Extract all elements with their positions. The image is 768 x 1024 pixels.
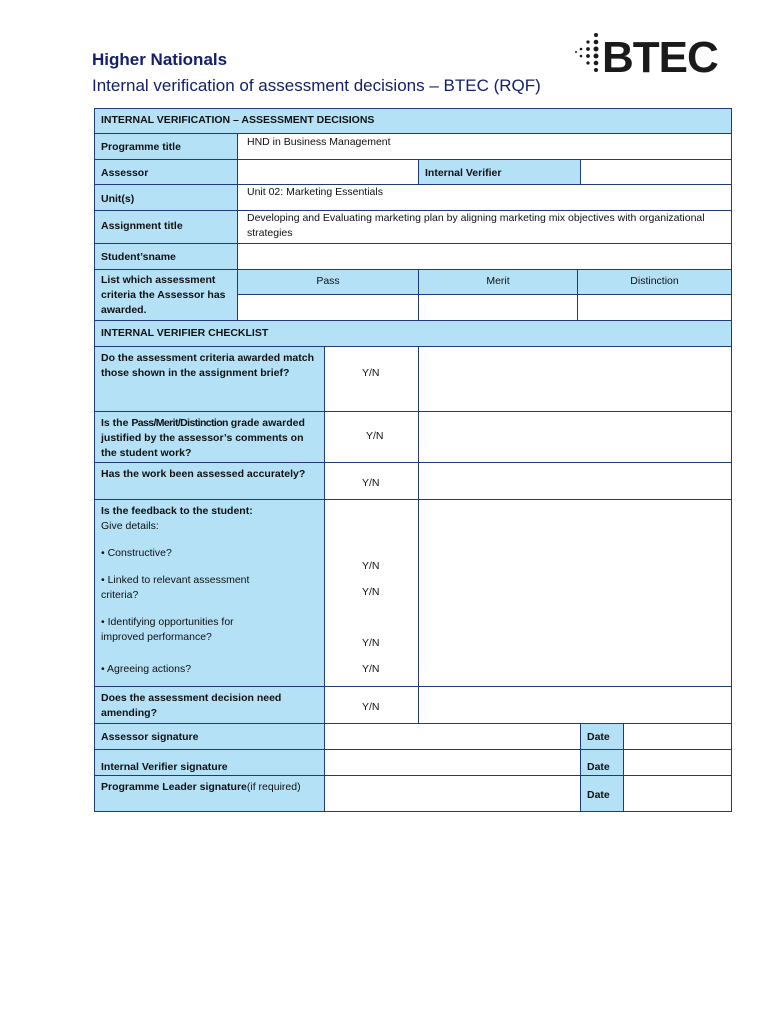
yn-answer-constructive: Y/N bbox=[362, 560, 380, 572]
internal-verifier-field[interactable] bbox=[580, 159, 732, 185]
dots-icon bbox=[574, 32, 604, 76]
logo-wordmark: BTEC bbox=[602, 33, 718, 82]
distinction-field[interactable] bbox=[577, 294, 732, 321]
distinction-header: Distinction bbox=[577, 269, 732, 295]
yn-answer: Y/N bbox=[362, 367, 380, 379]
assessor-signature-field[interactable] bbox=[324, 723, 581, 750]
verifier-date-label: Date bbox=[580, 749, 624, 776]
yn-answer-actions: Y/N bbox=[362, 663, 380, 675]
yn-cell[interactable] bbox=[324, 411, 419, 463]
programme-title-label: Programme title bbox=[94, 133, 238, 160]
checklist-question-assessed-accurately: Has the work been assessed accurately? bbox=[94, 462, 325, 500]
checklist-question-feedback bbox=[94, 499, 325, 687]
feedback-item-linked: • Linked to relevant assessment criteria? bbox=[101, 574, 250, 601]
comment-field[interactable] bbox=[418, 346, 732, 412]
verifier-signature-field[interactable] bbox=[324, 749, 581, 776]
leader-date-field[interactable] bbox=[623, 775, 732, 812]
q2-text-rest: grade awarded justified by the assessor’s comments on the student work? bbox=[101, 417, 305, 459]
q2-text-lead: Is the bbox=[101, 417, 132, 429]
checklist-question-amending: Does the assessment decision need amending? bbox=[94, 686, 325, 724]
page-subheading: Internal verification of assessment decisions – BTEC (RQF) bbox=[92, 76, 541, 95]
feedback-item-actions: • Agreeing actions? bbox=[101, 663, 192, 675]
yn-cell[interactable] bbox=[324, 462, 419, 500]
leader-signature-field[interactable] bbox=[324, 775, 581, 812]
pass-header: Pass bbox=[237, 269, 419, 295]
yn-answer: Y/N bbox=[362, 701, 380, 713]
checklist-title: INTERNAL VERIFIER CHECKLIST bbox=[94, 320, 732, 347]
feedback-item-constructive: • Constructive? bbox=[101, 547, 172, 559]
feedback-give-details: Give details: bbox=[101, 520, 159, 532]
leader-signature-label bbox=[94, 775, 325, 812]
verifier-date-field[interactable] bbox=[623, 749, 732, 776]
yn-answer: Y/N bbox=[366, 430, 384, 442]
q2-text-grades: Pass/Merit/Distinction bbox=[131, 417, 228, 429]
section-title: INTERNAL VERIFICATION – ASSESSMENT DECISIONS bbox=[94, 108, 732, 134]
leader-date-label: Date bbox=[580, 775, 624, 812]
merit-field[interactable] bbox=[418, 294, 578, 321]
assessor-label: Assessor bbox=[94, 159, 238, 185]
checklist-question-criteria-match: Do the assessment criteria awarded match those shown in the assignment brief? bbox=[94, 346, 325, 412]
page-heading: Higher Nationals bbox=[92, 50, 228, 69]
student-name-field[interactable] bbox=[237, 243, 732, 270]
merit-header: Merit bbox=[418, 269, 578, 295]
yn-answer-opportunities: Y/N bbox=[362, 637, 380, 649]
assignment-title-field[interactable]: Developing and Evaluating marketing plan by aligning marketing mix objectives with organizational strategies bbox=[237, 210, 732, 244]
leader-signature-text: Programme Leader signature bbox=[101, 781, 247, 793]
assessor-signature-label: Assessor signature bbox=[94, 723, 325, 750]
comment-field[interactable] bbox=[418, 462, 732, 500]
comment-field[interactable] bbox=[418, 499, 732, 687]
verifier-signature-label: Internal Verifier signature bbox=[94, 749, 325, 776]
comment-field[interactable] bbox=[418, 411, 732, 463]
leader-signature-note: (if required) bbox=[246, 781, 301, 793]
pass-field[interactable] bbox=[237, 294, 419, 321]
programme-title-field[interactable]: HND in Business Management bbox=[237, 133, 732, 160]
internal-verifier-label: Internal Verifier bbox=[418, 159, 581, 185]
yn-cell-group[interactable] bbox=[324, 499, 419, 687]
assignment-title-label: Assignment title bbox=[94, 210, 238, 244]
checklist-question-grade-justified bbox=[94, 411, 325, 463]
units-field[interactable]: Unit 02: Marketing Essentials bbox=[237, 184, 732, 211]
assessor-date-field[interactable] bbox=[623, 723, 732, 750]
feedback-item-opportunities: • Identifying opportunities for improved performance? bbox=[101, 616, 234, 643]
criteria-label: List which assessment criteria the Assessor has awarded. bbox=[94, 269, 238, 321]
student-name-label: Student’sname bbox=[94, 243, 238, 270]
yn-cell[interactable] bbox=[324, 686, 419, 724]
units-label: Unit(s) bbox=[94, 184, 238, 211]
yn-answer-linked: Y/N bbox=[362, 586, 380, 598]
btec-logo bbox=[574, 30, 724, 82]
feedback-title: Is the feedback to the student: bbox=[101, 505, 253, 517]
comment-field[interactable] bbox=[418, 686, 732, 724]
yn-cell[interactable] bbox=[324, 346, 419, 412]
assessor-field[interactable] bbox=[237, 159, 419, 185]
assessor-date-label: Date bbox=[580, 723, 624, 750]
yn-answer: Y/N bbox=[362, 477, 380, 489]
